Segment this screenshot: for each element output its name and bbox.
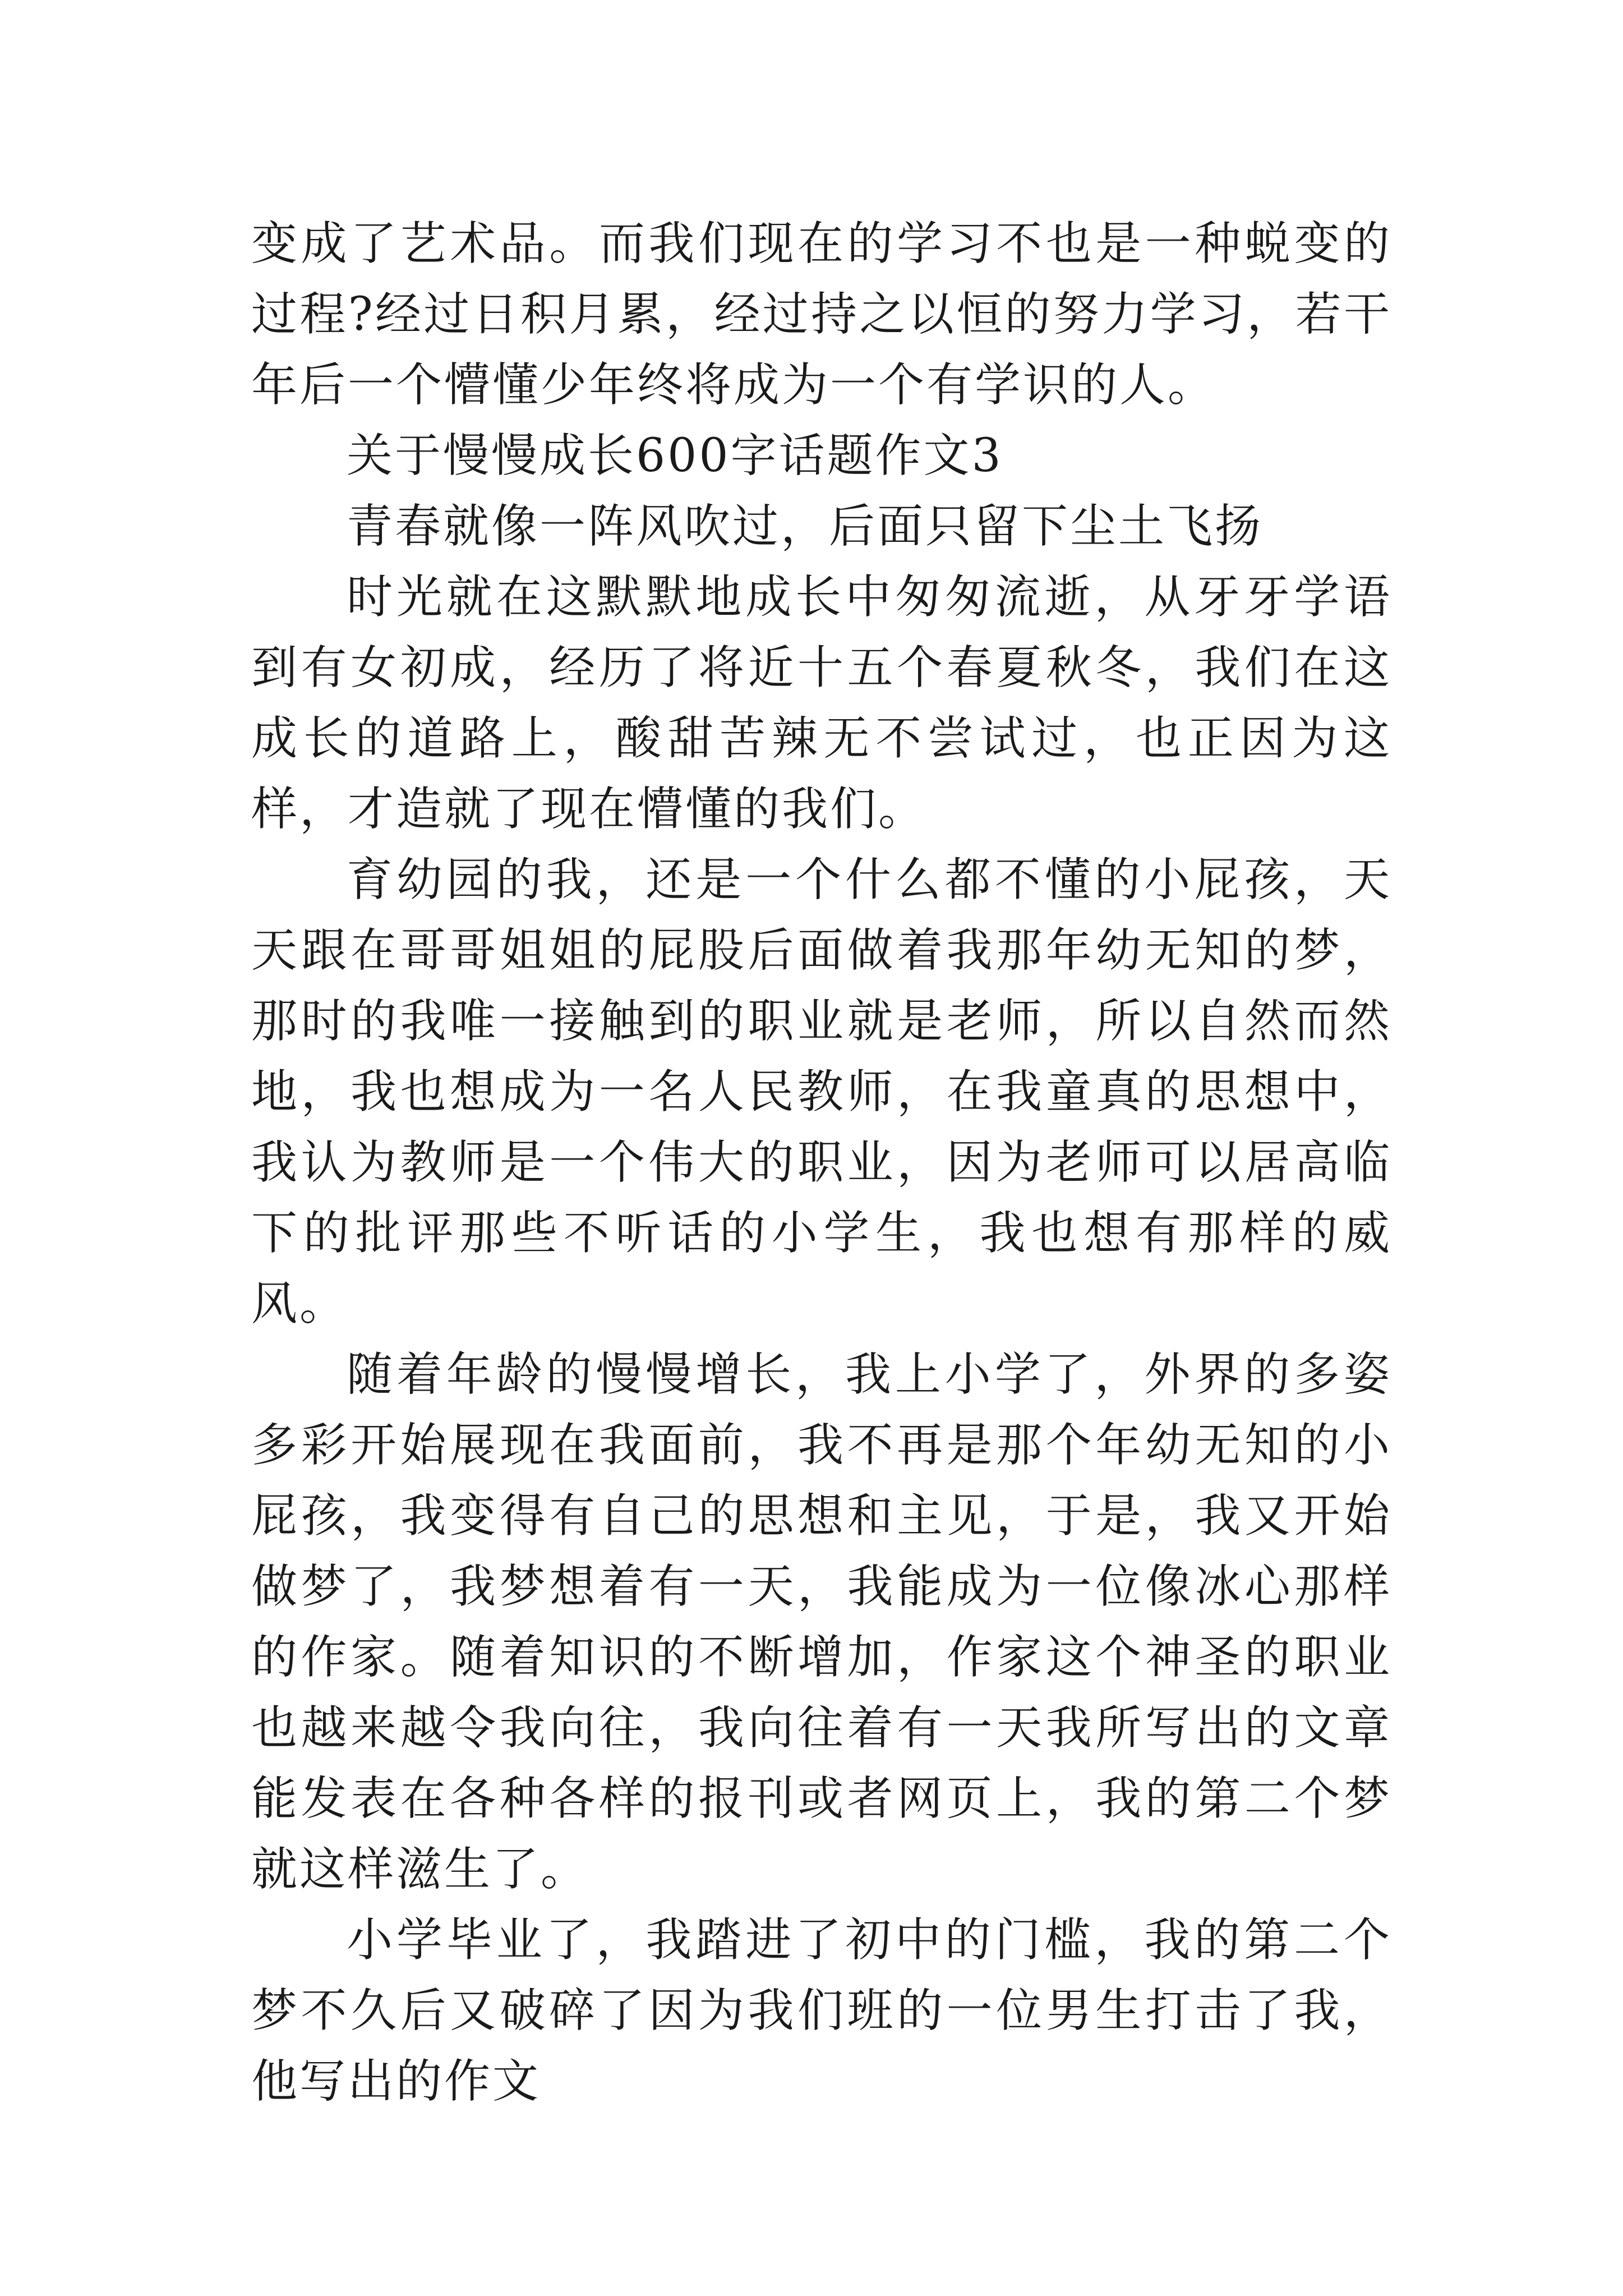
paragraph: 小学毕业了，我踏进了初中的门槛，我的第二个梦不久后又破碎了因为我们班的一位男生打击了我，他写出的作文	[251, 1913, 1392, 2108]
paragraph-continued: 变成了艺术品。而我们现在的学习不也是一种蜕变的过程?经过日积月累，经过持之以恒的努力学习，若干年后一个懵懂少年终将成为一个有学识的人。	[251, 217, 1392, 412]
essay-subtitle: 青春就像一阵风吹过，后面只留下尘土飞扬	[347, 500, 1264, 553]
document-body	[251, 209, 1392, 2117]
essay-title: 关于慢慢成长600字话题作文3	[347, 429, 1003, 482]
paragraph: 时光就在这默默地成长中匆匆流逝，从牙牙学语到有女初成，经历了将近十五个春夏秋冬，我们在这成长的道路上，酸甜苦辣无不尝试过，也正因为这样，才造就了现在懵懂的我们。	[251, 570, 1392, 836]
paragraph: 随着年龄的慢慢增长，我上小学了，外界的多姿多彩开始展现在我面前，我不再是那个年幼无知的小屁孩，我变得有自己的思想和主见，于是，我又开始做梦了，我梦想着有一天，我能成为一位像冰心那样的作家。随着知识的不断增加，作家这个神圣的职业也越来越令我向往，我向往着有一天我所写出的文章能发表在各种各样的报刊或者网页上，我的第二个梦就这样滋生了。	[251, 1348, 1392, 1896]
paragraph: 育幼园的我，还是一个什么都不懂的小屁孩，天天跟在哥哥姐姐的屁股后面做着我那年幼无知的梦，那时的我唯一接触到的职业就是老师，所以自然而然地，我也想成为一名人民教师，在我童真的思想中，我认为教师是一个伟大的职业，因为老师可以居高临下的批评那些不听话的小学生，我也想有那样的威风。	[251, 853, 1392, 1331]
